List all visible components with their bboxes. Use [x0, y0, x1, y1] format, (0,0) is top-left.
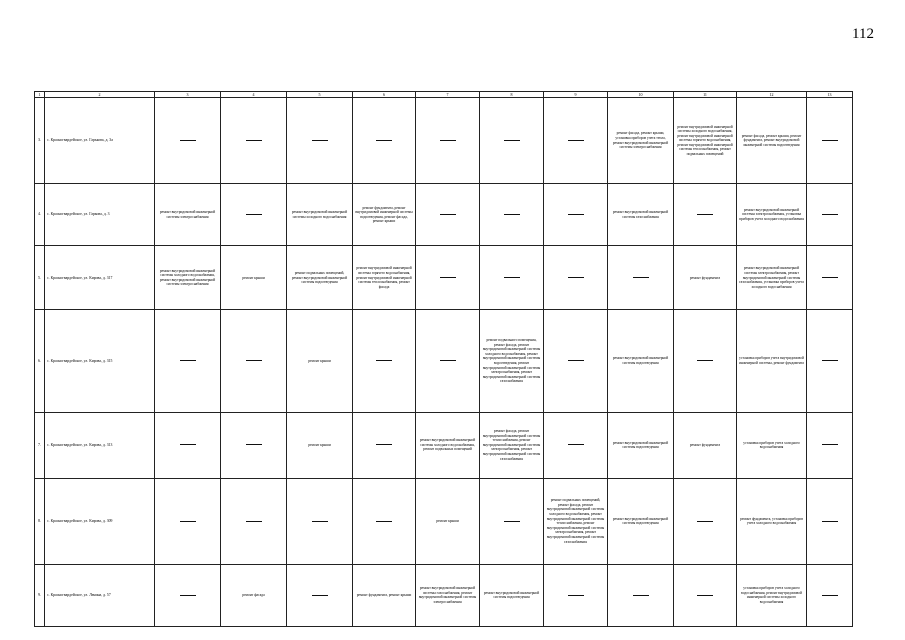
table-row: [35, 98, 853, 184]
table-row: [35, 478, 853, 564]
work-cell: [737, 564, 807, 626]
empty-dash: [312, 595, 328, 596]
cell-text: установка приборов учета холодного водоснабжения, ремонт внутридомовой инженерной системы холодного водоснабжения: [741, 586, 802, 604]
work-cell: [480, 98, 544, 184]
cell-text: ремонт фундамента: [689, 275, 721, 280]
cell-text: ремонт внутридомовой инженерной системы водоотведения: [612, 440, 669, 450]
column-number: 11: [674, 92, 737, 98]
work-cell: [608, 478, 674, 564]
cell-text: ремонт фундамента, установка приборов учета холодного водоснабжения: [740, 516, 803, 526]
work-cell: [287, 478, 353, 564]
work-cell: [807, 478, 853, 564]
cell-text: ремонт фундамента: [689, 442, 721, 447]
cell-text: с. Красногвардейское, ул. Кирова, д. 313: [47, 442, 113, 447]
work-cell: [353, 310, 416, 412]
empty-dash: [180, 360, 196, 361]
address-cell: [45, 98, 155, 184]
empty-dash: [440, 140, 456, 141]
column-number: 8: [480, 92, 544, 98]
empty-dash: [440, 360, 456, 361]
work-cell: [155, 246, 221, 310]
empty-dash: [633, 277, 649, 278]
cell-text: ремонт внутридомовой инженерной системы водоотведения: [483, 590, 540, 600]
empty-dash: [376, 444, 392, 445]
work-cell: [353, 478, 416, 564]
work-cell: [737, 246, 807, 310]
cell-text: ремонт внутридомовой инженерной системы водоотведения: [612, 516, 669, 526]
row-number: [35, 412, 45, 478]
work-cell: [287, 310, 353, 412]
cell-text: ремонт фундамента, ремонт крыши: [356, 593, 412, 598]
empty-dash: [568, 444, 584, 445]
work-cell: [221, 310, 287, 412]
empty-dash: [822, 595, 838, 596]
column-number: 10: [608, 92, 674, 98]
cell-text: ремонт подвального помещения, ремонт фасада, ремонт внутридомовой инженерной системы холодного водоснабжения, ремонт внутридомовой инженерной системы водоотведения, ремонт внутридомовой инженерной системы электроснабжения, ремонт внутридомовой инженерной системы газоснабжения: [482, 338, 541, 384]
empty-dash: [376, 140, 392, 141]
work-cell: [737, 478, 807, 564]
work-cell: [674, 184, 737, 246]
work-cell: [416, 310, 480, 412]
table-row: [35, 184, 853, 246]
empty-dash: [568, 360, 584, 361]
column-number: 7: [416, 92, 480, 98]
empty-dash: [180, 521, 196, 522]
work-cell: [353, 98, 416, 184]
cell-text: ремонт фасада, ремонт крыши, ремонт фундамента, ремонт внутридомовой инженерной системы водоотведения: [741, 133, 802, 147]
work-cell: [544, 564, 608, 626]
work-cell: [221, 412, 287, 478]
work-cell: [737, 310, 807, 412]
empty-dash: [440, 214, 456, 215]
column-number: 13: [807, 92, 853, 98]
empty-dash: [246, 214, 262, 215]
work-cell: [480, 184, 544, 246]
column-number: 12: [737, 92, 807, 98]
work-cell: [544, 310, 608, 412]
empty-dash: [822, 214, 838, 215]
work-cell: [155, 564, 221, 626]
empty-dash: [822, 277, 838, 278]
work-cell: [416, 412, 480, 478]
work-cell: [608, 184, 674, 246]
work-cell: [287, 246, 353, 310]
work-cell: [544, 246, 608, 310]
work-cell: [608, 310, 674, 412]
cell-text: ремонт внутридомовой инженерной системы горячего водоснабжения, ремонт внутридомовой инженерной системы теплоснабжения, ремонт фасада: [356, 266, 412, 289]
cell-text: ремонт крыши: [436, 518, 459, 523]
cell-text: с. Красногвардейское, ул. Кирова, д. 317: [47, 275, 113, 280]
work-cell: [416, 98, 480, 184]
column-number: 6: [353, 92, 416, 98]
cell-text: ремонт внутридомовой инженерной системы водоотведения: [612, 356, 669, 365]
address-cell: [45, 564, 155, 626]
column-number: 1: [35, 92, 45, 98]
cell-text: ремонт внутридомовой инженерной системы холодного водоснабжения: [291, 210, 348, 219]
empty-dash: [440, 277, 456, 278]
work-cell: [608, 564, 674, 626]
empty-dash: [822, 140, 838, 141]
empty-dash: [312, 140, 328, 141]
cell-text: 5.: [38, 274, 41, 280]
empty-dash: [180, 444, 196, 445]
work-cell: [737, 98, 807, 184]
cell-text: 9.: [38, 592, 41, 598]
work-cell: [807, 98, 853, 184]
page-number: 112: [852, 26, 874, 42]
empty-dash: [822, 360, 838, 361]
empty-dash: [697, 595, 713, 596]
address-cell: [45, 478, 155, 564]
work-cell: [674, 246, 737, 310]
empty-dash: [246, 444, 262, 445]
cell-text: 7.: [38, 441, 41, 447]
empty-dash: [246, 140, 262, 141]
empty-dash: [568, 140, 584, 141]
work-cell: [807, 412, 853, 478]
work-cell: [416, 246, 480, 310]
work-cell: [480, 478, 544, 564]
cell-text: ремонт фундамента, ремонт внутридомовой инженерной системы водоотведения, ремонт фасада, ремонт крыши: [355, 205, 413, 224]
cell-text: с. Красногвардейское, ул. Гарькова, д. 3а: [47, 138, 113, 143]
column-number: 5: [287, 92, 353, 98]
empty-dash: [568, 595, 584, 596]
work-cell: [287, 184, 353, 246]
work-cell: [674, 478, 737, 564]
table-row: [35, 246, 853, 310]
table-row: [35, 310, 853, 412]
work-cell: [544, 184, 608, 246]
cell-text: ремонт фасада, ремонт крыши, установка приборов учета тепла, ремонт внутридомовой инженерной системы электроснабжения: [612, 131, 669, 150]
work-cell: [353, 246, 416, 310]
row-number: [35, 98, 45, 184]
cell-text: с. Красногвардейское, ул. Ленина, д. 57: [47, 593, 111, 598]
work-cell: [608, 246, 674, 310]
address-cell: [45, 412, 155, 478]
empty-dash: [376, 360, 392, 361]
cell-text: 6.: [38, 357, 41, 363]
repair-schedule-table: [34, 91, 853, 627]
table-row: [35, 412, 853, 478]
cell-text: ремонт внутридомовой инженерной системы электроснабжения: [159, 210, 216, 219]
work-cell: [674, 564, 737, 626]
work-cell: [221, 246, 287, 310]
work-cell: [807, 564, 853, 626]
work-cell: [674, 412, 737, 478]
empty-dash: [568, 277, 584, 278]
empty-dash: [697, 360, 713, 361]
work-cell: [287, 98, 353, 184]
work-cell: [480, 246, 544, 310]
work-cell: [807, 246, 853, 310]
row-number: [35, 564, 45, 626]
row-number: [35, 184, 45, 246]
empty-dash: [822, 521, 838, 522]
row-number: [35, 246, 45, 310]
work-cell: [737, 412, 807, 478]
work-cell: [416, 478, 480, 564]
work-cell: [353, 412, 416, 478]
cell-text: ремонт внутридомовой инженерной системы газоснабжения: [612, 210, 669, 219]
work-cell: [287, 564, 353, 626]
cell-text: ремонт внутридомовой инженерной системы электроснабжения, установка приборов учета холодного водоснабжения: [739, 207, 804, 221]
cell-text: ремонт подвальных помещений, ремонт внутридомовой инженерной системы водоотведения: [291, 270, 348, 285]
work-cell: [353, 184, 416, 246]
cell-text: ремонт внутридомовой инженерной системы газоснабжения, ремонт внутридомовой инженерной системы электроснабжения: [418, 586, 477, 604]
work-cell: [155, 310, 221, 412]
empty-dash: [822, 444, 838, 445]
cell-text: 4.: [38, 211, 41, 217]
work-cell: [287, 412, 353, 478]
empty-dash: [246, 521, 262, 522]
cell-text: ремонт крыши: [308, 442, 331, 447]
work-cell: [155, 184, 221, 246]
work-cell: [221, 184, 287, 246]
address-cell: [45, 184, 155, 246]
empty-dash: [504, 140, 520, 141]
work-cell: [674, 98, 737, 184]
empty-dash: [376, 521, 392, 522]
address-cell: [45, 246, 155, 310]
work-cell: [544, 98, 608, 184]
cell-text: ремонт фасада: [242, 593, 265, 598]
cell-text: ремонт крыши: [308, 358, 331, 363]
work-cell: [480, 412, 544, 478]
cell-text: ремонт внутридомовой инженерной системы холодного водоснабжения, ремонт внутридомовой инженерной системы электроснабжения: [159, 268, 216, 287]
column-number: 2: [45, 92, 155, 98]
work-cell: [544, 478, 608, 564]
address-cell: [45, 310, 155, 412]
empty-dash: [697, 214, 713, 215]
work-cell: [155, 98, 221, 184]
work-cell: [737, 184, 807, 246]
work-cell: [353, 564, 416, 626]
work-cell: [480, 564, 544, 626]
cell-text: установка приборов учета холодного водоснабжения: [743, 440, 800, 450]
empty-dash: [633, 595, 649, 596]
work-cell: [221, 564, 287, 626]
cell-text: ремонт внутридомовой инженерной системы холодного водоснабжения, ремонт подвальных помещений: [419, 438, 476, 452]
row-number: [35, 310, 45, 412]
empty-dash: [246, 360, 262, 361]
cell-text: ремонт крыши: [242, 275, 265, 280]
empty-dash: [504, 214, 520, 215]
work-cell: [221, 98, 287, 184]
empty-dash: [180, 140, 196, 141]
cell-text: с. Красногвардейское, ул. Гаркова, д. 3: [47, 212, 110, 217]
work-cell: [544, 412, 608, 478]
work-cell: [608, 412, 674, 478]
cell-text: ремонт подвальных помещений, ремонт фасада, ремонт внутридомовой инженерной системы холодного водоснабжения, ремонт внутридомовой инженерной системы теплоснабжения, ремонт внутридомовой инженерной системы электроснабжения, ремонт внутридомовой инженерной системы газоснабжения: [546, 498, 605, 544]
work-cell: [807, 184, 853, 246]
empty-dash: [697, 521, 713, 522]
cell-text: с. Красногвардейское, ул. Кирова, д. 315: [47, 358, 113, 363]
work-cell: [155, 478, 221, 564]
row-number: [35, 478, 45, 564]
table-row: [35, 564, 853, 626]
empty-dash: [180, 595, 196, 596]
work-cell: [807, 310, 853, 412]
work-cell: [674, 310, 737, 412]
cell-text: 3.: [38, 137, 41, 143]
column-number: 3: [155, 92, 221, 98]
work-cell: [480, 310, 544, 412]
cell-text: ремонт фасада, ремонт внутридомовой инженерной системы теплоснабжения, ремонт внутридомовой инженерной системы электроснабжения, ремонт внутридомовой инженерной системы газоснабжения: [482, 429, 541, 461]
cell-text: ремонт внутридомовой инженерной системы электроснабжения, ремонт внутридомовой инженерной системы газоснабжения, установка приборов учета холодного водоснабжения: [739, 266, 804, 289]
work-cell: [221, 478, 287, 564]
cell-text: 8.: [38, 517, 41, 523]
cell-text: с. Красногвардейское, ул. Кирова, д. 309: [47, 518, 113, 523]
empty-dash: [568, 214, 584, 215]
work-cell: [608, 98, 674, 184]
cell-text: ремонт внутридомовой инженерной системы холодного водоснабжения, ремонт внутридомовой инженерной системы горячего водоснабжения, ремонт внутридомовой инженерной системы теплоснабжения, ремонт подвальных помещений: [677, 124, 733, 157]
empty-dash: [312, 521, 328, 522]
empty-dash: [504, 277, 520, 278]
cell-text: установка приборов учета внутридомовой инженерной системы, ремонт фундамента: [739, 356, 804, 365]
work-cell: [416, 184, 480, 246]
work-cell: [416, 564, 480, 626]
column-number: 9: [544, 92, 608, 98]
column-number: 4: [221, 92, 287, 98]
empty-dash: [504, 521, 520, 522]
work-cell: [155, 412, 221, 478]
